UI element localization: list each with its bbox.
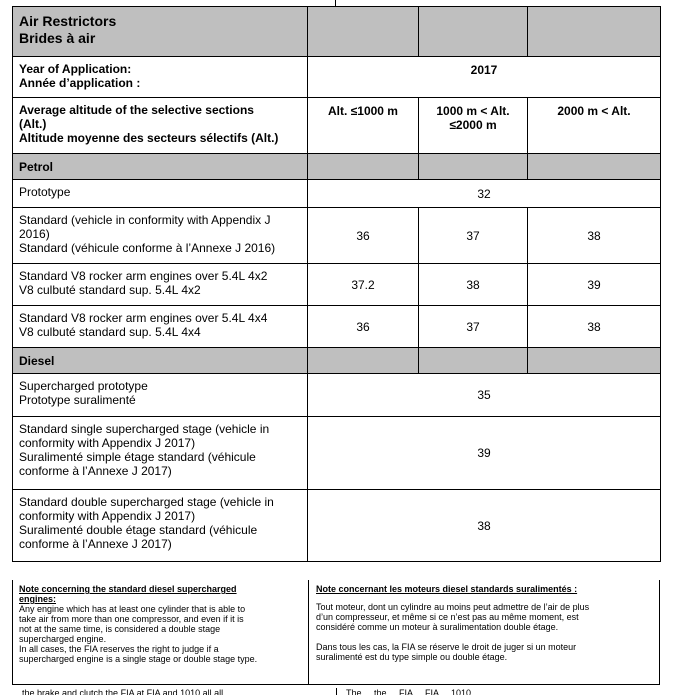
note-english-line: supercharged engine is a single stage or double stage type.: [19, 654, 258, 664]
year-row: [13, 57, 661, 98]
cut-off-footer-text: [12, 688, 672, 695]
row-label-line: conforme à l’Annexe J 2017): [19, 537, 172, 551]
merged-value: 35: [308, 374, 661, 417]
altitude-column-2: [419, 98, 528, 154]
header-empty-cell: [419, 7, 528, 57]
header-empty-cell: [308, 7, 419, 57]
row-label: [13, 417, 308, 490]
title-fr: Brides à air: [19, 30, 96, 46]
row-label: [13, 180, 308, 208]
altitude-label-cell: [13, 98, 308, 154]
note-french-title: Note concernant les moteurs diesel standards suralimentés :: [316, 584, 578, 594]
section-empty-cell: [419, 348, 528, 374]
diesel-section-label: Diesel: [13, 348, 308, 374]
table-row: [13, 417, 661, 490]
cut-off-text-left: ... the brake and clutch the FIA at FIA and 1010 all all: [12, 688, 224, 695]
cut-off-text-right: The ... the ... FIA ... FIA ... 1010 ...: [346, 688, 482, 695]
merged-value: 32: [308, 180, 661, 208]
table-row: [13, 264, 661, 306]
note-french: [309, 580, 659, 684]
row-label-line: Standard single supercharged stage (vehicle in: [19, 422, 270, 436]
altitude-column-1: Alt. ≤1000 m: [308, 98, 419, 154]
row-label: [13, 374, 308, 417]
merged-value: 39: [308, 417, 661, 490]
note-french-line: Tout moteur, dont un cylindre au moins peut admettre de l’air de plus: [316, 602, 590, 612]
row-label-line: 2016): [19, 227, 50, 241]
note-english-line: not at the same time, is considered a double stage: [19, 624, 221, 634]
note-english-title-1: Note concerning the standard diesel supercharged: [19, 584, 237, 594]
title-en: Air Restrictors: [19, 13, 117, 29]
row-label: [13, 490, 308, 562]
diesel-section-row: [13, 348, 661, 374]
value-cell: 36: [308, 306, 419, 348]
year-label-cell: [13, 57, 308, 98]
row-label-line: Prototype suralimenté: [19, 393, 136, 407]
row-label: [13, 264, 308, 306]
altitude-row: [13, 98, 661, 154]
table-row: [13, 374, 661, 417]
altitude-label-en-1: Average altitude of the selective sections: [19, 103, 254, 117]
section-empty-cell: [419, 154, 528, 180]
petrol-section-row: [13, 154, 661, 180]
note-french-line: Dans tous les cas, la FIA se réserve le droit de juger si un moteur: [316, 642, 577, 652]
altitude-label-fr: Altitude moyenne des secteurs sélectifs (Alt.): [19, 131, 279, 145]
table-row: [13, 208, 661, 264]
row-label-line: Standard V8 rocker arm engines over 5.4L 4x4: [19, 311, 268, 325]
value-cell: 37: [419, 306, 528, 348]
note-english-line: take air from more than one compressor, and even if it is: [19, 614, 244, 624]
section-empty-cell: [308, 154, 419, 180]
note-english-title-2: engines:: [19, 594, 57, 604]
note-english-line: Any engine which has at least one cylinder that is able to: [19, 604, 246, 614]
petrol-section-label: Petrol: [13, 154, 308, 180]
note-french-paragraph-1: [316, 602, 653, 632]
altitude-column-3: 2000 m < Alt.: [528, 98, 661, 154]
header-empty-cell: [528, 7, 661, 57]
merged-value: 38: [308, 490, 661, 562]
row-label-line: Prototype: [19, 185, 71, 199]
value-cell: 36: [308, 208, 419, 264]
note-english-line: In all cases, the FIA reserves the right to judge if a: [19, 644, 219, 654]
table-row: [13, 490, 661, 562]
row-label-line: Suralimenté simple étage standard (véhicule: [19, 450, 256, 464]
note-english-line: supercharged engine.: [19, 634, 107, 644]
row-label-line: Standard double supercharged stage (vehicle in: [19, 495, 274, 509]
value-cell: 37.2: [308, 264, 419, 306]
row-label-line: conformity with Appendix J 2017): [19, 509, 196, 523]
altitude-label-en-2: (Alt.): [19, 117, 47, 131]
notes-box: [12, 580, 660, 685]
value-cell: 38: [419, 264, 528, 306]
row-label-line: Suralimenté double étage standard (véhicule: [19, 523, 258, 537]
year-label-en: Year of Application:: [19, 62, 132, 76]
row-label: [13, 208, 308, 264]
year-label-fr: Année d’application :: [19, 76, 141, 90]
row-label-line: Standard (véhicule conforme à l’Annexe J 2016): [19, 241, 276, 255]
table-header-row: [13, 7, 661, 57]
note-french-paragraph-2: [316, 642, 653, 662]
value-cell: 38: [528, 208, 661, 264]
value-cell: 38: [528, 306, 661, 348]
note-french-line: considéré comme un moteur à suralimentation double étage.: [316, 622, 559, 632]
altitude-column-2-line-1: 1000 m < Alt.: [436, 104, 510, 118]
row-label-line: V8 culbuté standard sup. 5.4L 4x2: [19, 283, 201, 297]
table-row: [13, 180, 661, 208]
section-empty-cell: [528, 348, 661, 374]
row-label-line: V8 culbuté standard sup. 5.4L 4x4: [19, 325, 201, 339]
row-label-line: conformity with Appendix J 2017): [19, 436, 196, 450]
row-label-line: conforme à l’Annexe J 2017): [19, 464, 172, 478]
cut-off-divider: [336, 688, 337, 695]
row-label-line: Standard (vehicle in conformity with Appendix J: [19, 213, 271, 227]
section-empty-cell: [308, 348, 419, 374]
row-label: [13, 306, 308, 348]
table-title-cell: [13, 7, 308, 57]
table-row: [13, 306, 661, 348]
row-label-line: Standard V8 rocker arm engines over 5.4L 4x2: [19, 269, 268, 283]
value-cell: 37: [419, 208, 528, 264]
row-label-line: Supercharged prototype: [19, 379, 148, 393]
air-restrictors-table: [12, 6, 661, 562]
note-french-line: suralimenté est du type simple ou double étage.: [316, 652, 508, 662]
year-value: 2017: [308, 57, 661, 98]
altitude-column-2-line-2: ≤2000 m: [449, 118, 497, 132]
value-cell: 39: [528, 264, 661, 306]
section-empty-cell: [528, 154, 661, 180]
note-french-line: d’un compresseur, et même si ce n’est pas au même moment, est: [316, 612, 579, 622]
note-english: [13, 580, 309, 684]
